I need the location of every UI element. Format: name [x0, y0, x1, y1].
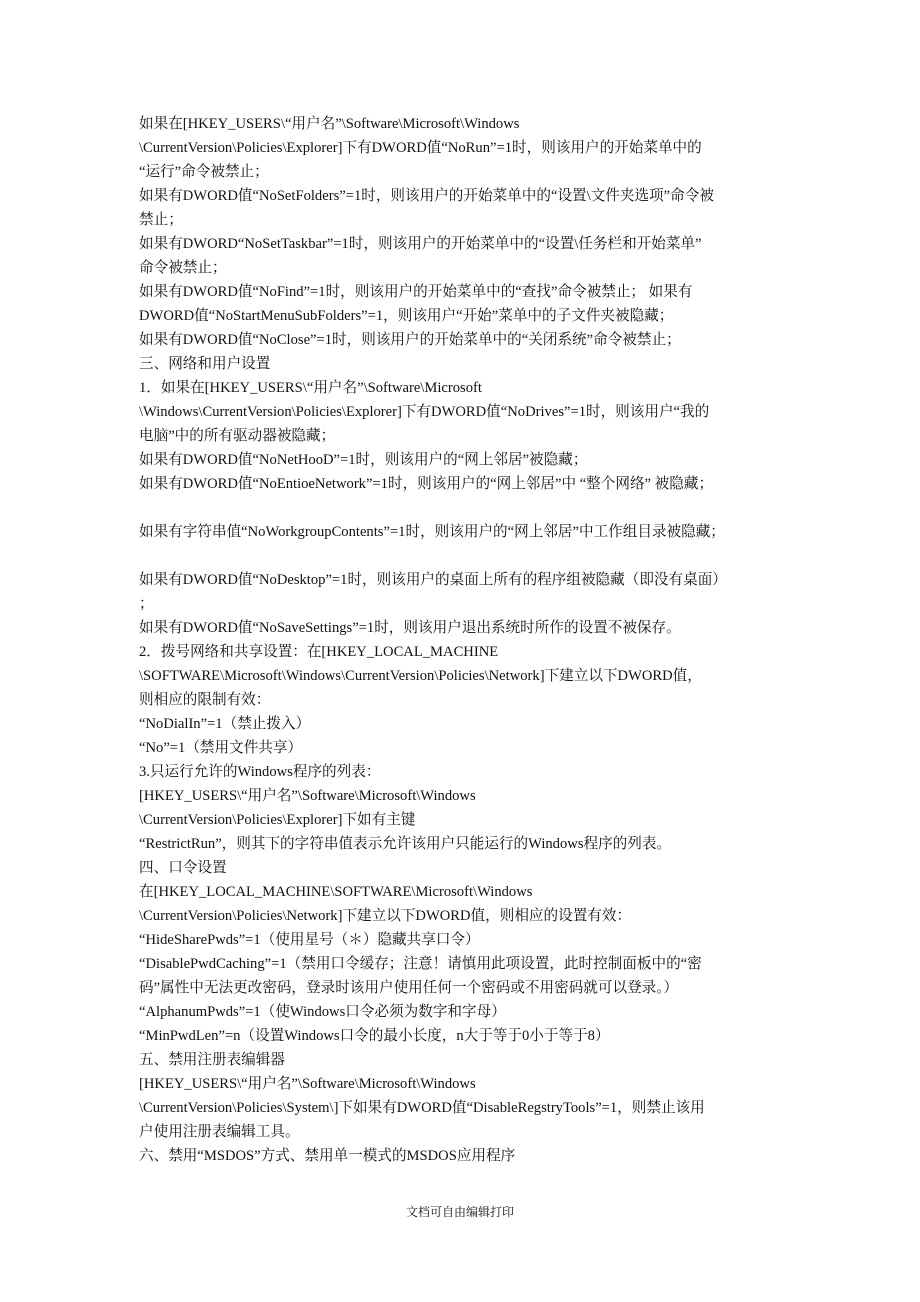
text-line: 三、网络和用户设置	[139, 356, 271, 372]
text-line: 码”属性中无法更改密码，登录时该用户使用任何一个密码或不用密码就可以登录。）	[139, 980, 679, 996]
text-line: 电脑”中的所有驱动器被隐藏；	[139, 428, 336, 444]
text-line: 命令被禁止；	[139, 260, 227, 276]
text-line: 3.只运行允许的Windows程序的列表：	[139, 764, 381, 780]
text-line: DWORD值“NoStartMenuSubFolders”=1，则该用户“开始”菜单中的子文件夹被隐藏；	[139, 308, 674, 324]
text-line: “AlphanumPwds”=1（使Windows口令必须为数字和字母）	[139, 1004, 506, 1020]
text-line: “运行”命令被禁止；	[139, 164, 269, 180]
text-line: “HideSharePwds”=1（使用星号（＊）隐藏共享口令）	[139, 932, 480, 948]
text-line: 六、禁用“MSDOS”方式、禁用单一模式的MSDOS应用程序	[139, 1148, 516, 1164]
text-line: 如果在[HKEY_USERS\“用户名”\Software\Microsoft\Windows	[139, 116, 520, 132]
text-line: \CurrentVersion\Policies\Explorer]下如有主键	[139, 812, 416, 828]
text-line: 如果有字符串值“NoWorkgroupContents”=1时，则该用户的“网上邻居”中工作组目录被隐藏；	[139, 524, 725, 540]
text-line: 如果有DWORD值“NoNetHooD”=1时，则该用户的“网上邻居”被隐藏；	[139, 452, 588, 468]
text-line: ；	[139, 596, 154, 612]
text-line: 1．如果在[HKEY_USERS\“用户名”\Software\Microsoft	[139, 380, 482, 396]
text-line: 四、口令设置	[139, 860, 227, 876]
text-line: “MinPwdLen”=n（设置Windows口令的最小长度，n大于等于0小于等于8）	[139, 1028, 610, 1044]
text-line: “DisablePwdCaching”=1（禁用口令缓存；注意！请慎用此项设置，此时控制面板中的“密	[139, 956, 702, 972]
text-line: 如果有DWORD值“NoDesktop”=1时，则该用户的桌面上所有的程序组被隐藏（即没有桌面）	[139, 572, 727, 588]
text-line: \Windows\CurrentVersion\Policies\Explorer]下有DWORD值“NoDrives”=1时，则该用户“我的	[139, 404, 710, 420]
page-footer: 文档可自由编辑打印	[405, 1205, 514, 1219]
text-line: 则相应的限制有效：	[139, 692, 271, 708]
blank-line	[139, 496, 789, 520]
text-line: 2．拨号网络和共享设置：在[HKEY_LOCAL_MACHINE	[139, 644, 499, 660]
text-line: \CurrentVersion\Policies\System\]下如果有DWORD值“DisableRegstryTools”=1，则禁止该用	[139, 1100, 705, 1116]
text-line: 五、禁用注册表编辑器	[139, 1052, 285, 1068]
text-line: 如果有DWORD值“NoFind”=1时，则该用户的开始菜单中的“查找”命令被禁止； 如果有	[139, 284, 693, 300]
text-line: \CurrentVersion\Policies\Explorer]下有DWORD值“NoRun”=1时，则该用户的开始菜单中的	[139, 140, 702, 156]
text-line: “No”=1（禁用文件共享）	[139, 740, 303, 756]
text-line: [HKEY_USERS\“用户名”\Software\Microsoft\Windows	[139, 788, 476, 804]
text-line: [HKEY_USERS\“用户名”\Software\Microsoft\Windows	[139, 1076, 476, 1092]
text-line: “NoDialIn”=1（禁止拨入）	[139, 716, 311, 732]
text-line: 在[HKEY_LOCAL_MACHINE\SOFTWARE\Microsoft\Windows	[139, 884, 533, 900]
blank-line	[139, 544, 789, 568]
document-body	[139, 112, 789, 1168]
text-line: 如果有DWORD值“NoClose”=1时，则该用户的开始菜单中的“关闭系统”命令被禁止；	[139, 332, 681, 348]
text-line: \SOFTWARE\Microsoft\Windows\CurrentVersion\Policies\Network]下建立以下DWORD值，	[139, 668, 702, 684]
text-line: 户使用注册表编辑工具。	[139, 1124, 300, 1140]
text-line: 禁止；	[139, 212, 183, 228]
text-line: 如果有DWORD值“NoSetFolders”=1时，则该用户的开始菜单中的“设置\文件夹选项”命令被	[139, 188, 714, 204]
text-line: \CurrentVersion\Policies\Network]下建立以下DWORD值，则相应的设置有效：	[139, 908, 632, 924]
text-line: 如果有DWORD值“NoSaveSettings”=1时，则该用户退出系统时所作的设置不被保存。	[139, 620, 681, 636]
text-line: 如果有DWORD“NoSetTaskbar”=1时，则该用户的开始菜单中的“设置\任务栏和开始菜单”	[139, 236, 702, 252]
text-line: 如果有DWORD值“NoEntioeNetwork”=1时，则该用户的“网上邻居”中 “整个网络” 被隐藏；	[139, 476, 714, 492]
text-line: “RestrictRun”，则其下的字符串值表示允许该用户只能运行的Windows程序的列表。	[139, 836, 672, 852]
